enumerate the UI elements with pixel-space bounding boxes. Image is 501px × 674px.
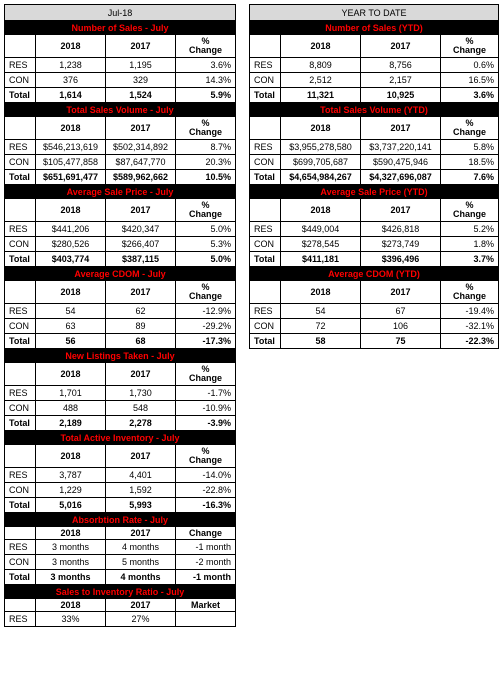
column-header: % Change — [176, 199, 236, 222]
section-title: Average Sale Price (YTD) — [250, 185, 499, 199]
table-row — [5, 58, 236, 73]
section-title: Total Sales Volume - July — [5, 103, 236, 117]
table-cell: $420,347 — [106, 222, 176, 237]
table-cell: 3 months — [36, 555, 106, 570]
section-header — [250, 267, 499, 281]
row-label: Total — [250, 88, 281, 103]
column-header — [5, 527, 36, 540]
table-cell: 5,993 — [106, 498, 176, 513]
column-header-row — [250, 35, 499, 58]
row-label: RES — [5, 222, 36, 237]
table-cell: $426,818 — [361, 222, 441, 237]
section-header — [250, 185, 499, 199]
table-cell — [176, 612, 236, 627]
table-cell: 0.6% — [441, 58, 499, 73]
table-cell: $105,477,858 — [36, 155, 106, 170]
table-cell: $273,749 — [361, 237, 441, 252]
row-label: CON — [250, 73, 281, 88]
column-header: % Change — [176, 117, 236, 140]
table-cell: 2,189 — [36, 416, 106, 431]
section-title: Average Sale Price - July — [5, 185, 236, 199]
section-title: Absorbtion Rate - July — [5, 513, 236, 527]
table-cell: 68 — [106, 334, 176, 349]
table-cell: -3.9% — [176, 416, 236, 431]
left-title-row — [5, 5, 236, 21]
row-label: RES — [250, 304, 281, 319]
section-header — [5, 267, 236, 281]
table-row — [5, 468, 236, 483]
table-cell: $4,654,984,267 — [281, 170, 361, 185]
table-cell: $4,327,696,087 — [361, 170, 441, 185]
row-label: CON — [250, 155, 281, 170]
column-header: 2017 — [106, 363, 176, 386]
table-cell: -32.1% — [441, 319, 499, 334]
table-cell: 16.5% — [441, 73, 499, 88]
table-cell: $387,115 — [106, 252, 176, 267]
column-header — [250, 199, 281, 222]
table-cell: 18.5% — [441, 155, 499, 170]
column-header: 2018 — [36, 35, 106, 58]
table-row — [5, 140, 236, 155]
table-cell: 10.5% — [176, 170, 236, 185]
table-cell: $699,705,687 — [281, 155, 361, 170]
table-cell: -14.0% — [176, 468, 236, 483]
column-header: 2018 — [36, 363, 106, 386]
table-cell: 3 months — [36, 540, 106, 555]
table-cell: 8,809 — [281, 58, 361, 73]
table-cell: -22.8% — [176, 483, 236, 498]
total-row — [5, 416, 236, 431]
section-title: Average CDOM - July — [5, 267, 236, 281]
column-header: % Change — [176, 35, 236, 58]
row-label: RES — [5, 386, 36, 401]
section-header — [5, 513, 236, 527]
table-cell: 1,614 — [36, 88, 106, 103]
row-label: RES — [5, 468, 36, 483]
table-cell: 56 — [36, 334, 106, 349]
column-header — [5, 599, 36, 612]
row-label: Total — [5, 252, 36, 267]
row-label: CON — [5, 483, 36, 498]
column-header-row — [5, 527, 236, 540]
total-row — [5, 570, 236, 585]
section-header — [5, 349, 236, 363]
section-header — [250, 103, 499, 117]
column-header-row — [5, 35, 236, 58]
table-cell: $411,181 — [281, 252, 361, 267]
table-row — [5, 237, 236, 252]
table-cell: -29.2% — [176, 319, 236, 334]
section-header — [5, 21, 236, 35]
section-header — [250, 21, 499, 35]
total-row — [250, 252, 499, 267]
table-cell: $651,691,477 — [36, 170, 106, 185]
table-cell: 2,157 — [361, 73, 441, 88]
row-label: RES — [5, 304, 36, 319]
table-cell: -1 month — [176, 540, 236, 555]
column-header-row — [5, 199, 236, 222]
table-cell: -22.3% — [441, 334, 499, 349]
table-cell: 58 — [281, 334, 361, 349]
row-label: Total — [250, 334, 281, 349]
table-row — [250, 319, 499, 334]
table-row — [250, 222, 499, 237]
table-row — [5, 401, 236, 416]
total-row — [5, 334, 236, 349]
table-cell: -16.3% — [176, 498, 236, 513]
table-cell: -17.3% — [176, 334, 236, 349]
column-header: 2017 — [361, 117, 441, 140]
row-label: Total — [5, 416, 36, 431]
table-cell: 5.0% — [176, 222, 236, 237]
table-cell: 4 months — [106, 570, 176, 585]
column-header — [250, 35, 281, 58]
table-cell: -1.7% — [176, 386, 236, 401]
table-cell: 5.0% — [176, 252, 236, 267]
table-cell: 33% — [36, 612, 106, 627]
table-cell: 63 — [36, 319, 106, 334]
total-row — [250, 88, 499, 103]
column-header: 2017 — [106, 199, 176, 222]
table-cell: 89 — [106, 319, 176, 334]
table-row — [250, 73, 499, 88]
left-title: Jul-18 — [5, 5, 236, 21]
total-row — [250, 170, 499, 185]
column-header: 2017 — [106, 527, 176, 540]
row-label: RES — [5, 612, 36, 627]
total-row — [250, 334, 499, 349]
table-cell: 3.6% — [441, 88, 499, 103]
column-header — [250, 281, 281, 304]
column-header-row — [5, 363, 236, 386]
column-header — [5, 117, 36, 140]
column-header: 2018 — [281, 117, 361, 140]
column-header: 2018 — [36, 527, 106, 540]
column-header: 2018 — [281, 281, 361, 304]
section-title: Total Active Inventory - July — [5, 431, 236, 445]
table-cell: $449,004 — [281, 222, 361, 237]
table-cell: 4 months — [106, 540, 176, 555]
row-label: CON — [250, 237, 281, 252]
column-header: 2017 — [106, 281, 176, 304]
column-header-row — [5, 281, 236, 304]
table-cell: 5,016 — [36, 498, 106, 513]
table-cell: 5.8% — [441, 140, 499, 155]
column-header: 2017 — [106, 117, 176, 140]
table-row — [5, 540, 236, 555]
column-header: 2018 — [36, 281, 106, 304]
table-cell: -2 month — [176, 555, 236, 570]
column-header — [5, 199, 36, 222]
table-cell: 2,278 — [106, 416, 176, 431]
table-cell: 376 — [36, 73, 106, 88]
table-row — [5, 555, 236, 570]
table-cell: 5.9% — [176, 88, 236, 103]
column-header: 2017 — [361, 199, 441, 222]
column-header — [5, 363, 36, 386]
table-cell: $546,213,619 — [36, 140, 106, 155]
table-cell: 3.6% — [176, 58, 236, 73]
ytd-table — [249, 4, 499, 349]
column-header-row — [250, 281, 499, 304]
table-cell: $3,955,278,580 — [281, 140, 361, 155]
table-cell: 27% — [106, 612, 176, 627]
table-row — [5, 155, 236, 170]
table-row — [250, 58, 499, 73]
table-cell: 3.7% — [441, 252, 499, 267]
table-cell: 3,787 — [36, 468, 106, 483]
table-cell: 1,524 — [106, 88, 176, 103]
row-label: RES — [250, 58, 281, 73]
row-label: RES — [5, 58, 36, 73]
row-label: RES — [5, 140, 36, 155]
table-cell: 7.6% — [441, 170, 499, 185]
column-header — [5, 281, 36, 304]
row-label: Total — [250, 252, 281, 267]
table-cell: 54 — [36, 304, 106, 319]
table-cell: 54 — [281, 304, 361, 319]
table-row — [5, 386, 236, 401]
table-cell: $590,475,946 — [361, 155, 441, 170]
table-cell: 5.3% — [176, 237, 236, 252]
column-header: 2017 — [361, 281, 441, 304]
column-header: 2018 — [36, 599, 106, 612]
table-cell: $441,206 — [36, 222, 106, 237]
table-cell: 75 — [361, 334, 441, 349]
row-label: CON — [5, 319, 36, 334]
table-row — [5, 304, 236, 319]
column-header: 2018 — [36, 445, 106, 468]
section-title: Total Sales Volume (YTD) — [250, 103, 499, 117]
table-cell: $87,647,770 — [106, 155, 176, 170]
table-cell: -12.9% — [176, 304, 236, 319]
row-label: Total — [5, 334, 36, 349]
row-label: Total — [5, 570, 36, 585]
table-cell: 62 — [106, 304, 176, 319]
total-row — [5, 498, 236, 513]
right-title: YEAR TO DATE — [250, 5, 499, 21]
section-title: Average CDOM (YTD) — [250, 267, 499, 281]
total-row — [5, 252, 236, 267]
table-cell: 1,592 — [106, 483, 176, 498]
section-title: Sales to Inventory Ratio - July — [5, 585, 236, 599]
table-row — [5, 222, 236, 237]
column-header: 2018 — [281, 199, 361, 222]
table-cell: -19.4% — [441, 304, 499, 319]
column-header: % Change — [441, 199, 499, 222]
section-header — [5, 185, 236, 199]
column-header-row — [250, 199, 499, 222]
table-cell: $589,962,662 — [106, 170, 176, 185]
row-label: CON — [5, 401, 36, 416]
column-header: 2017 — [106, 445, 176, 468]
table-row — [250, 237, 499, 252]
total-row — [5, 170, 236, 185]
row-label: CON — [5, 555, 36, 570]
column-header: % Change — [441, 281, 499, 304]
column-header — [5, 35, 36, 58]
column-header: 2017 — [106, 599, 176, 612]
table-cell: 5 months — [106, 555, 176, 570]
section-header — [5, 585, 236, 599]
column-header: 2018 — [281, 35, 361, 58]
table-cell: 1,229 — [36, 483, 106, 498]
section-header — [5, 103, 236, 117]
table-cell: $396,496 — [361, 252, 441, 267]
column-header: 2018 — [36, 199, 106, 222]
column-header — [5, 445, 36, 468]
table-cell: 106 — [361, 319, 441, 334]
table-row — [5, 483, 236, 498]
section-title: Number of Sales (YTD) — [250, 21, 499, 35]
row-label: CON — [5, 73, 36, 88]
table-row — [5, 73, 236, 88]
table-cell: 11,321 — [281, 88, 361, 103]
monthly-table — [4, 4, 236, 627]
row-label: Total — [5, 88, 36, 103]
column-header: 2018 — [36, 117, 106, 140]
table-cell: 8,756 — [361, 58, 441, 73]
table-cell: 8.7% — [176, 140, 236, 155]
table-cell: $403,774 — [36, 252, 106, 267]
row-label: Total — [5, 498, 36, 513]
section-header — [5, 431, 236, 445]
column-header: % Change — [176, 445, 236, 468]
table-cell: 1,238 — [36, 58, 106, 73]
table-cell: 3 months — [36, 570, 106, 585]
column-header: % Change — [441, 117, 499, 140]
right-title-row — [250, 5, 499, 21]
column-header: Market — [176, 599, 236, 612]
table-cell: -1 month — [176, 570, 236, 585]
column-header: % Change — [176, 363, 236, 386]
table-row — [250, 155, 499, 170]
column-header-row — [250, 117, 499, 140]
table-cell: 5.2% — [441, 222, 499, 237]
table-cell: 1.8% — [441, 237, 499, 252]
table-cell: 1,730 — [106, 386, 176, 401]
table-cell: 67 — [361, 304, 441, 319]
column-header: Change — [176, 527, 236, 540]
row-label: RES — [5, 540, 36, 555]
table-row — [250, 304, 499, 319]
column-header: % Change — [441, 35, 499, 58]
table-row — [5, 612, 236, 627]
row-label: CON — [5, 155, 36, 170]
table-row — [5, 319, 236, 334]
table-cell: $502,314,892 — [106, 140, 176, 155]
table-cell: 20.3% — [176, 155, 236, 170]
column-header — [250, 117, 281, 140]
section-title: New Listings Taken - July — [5, 349, 236, 363]
table-cell: 488 — [36, 401, 106, 416]
table-cell: -10.9% — [176, 401, 236, 416]
row-label: Total — [5, 170, 36, 185]
column-header: 2017 — [106, 35, 176, 58]
section-title: Number of Sales - July — [5, 21, 236, 35]
table-cell: 2,512 — [281, 73, 361, 88]
row-label: RES — [250, 140, 281, 155]
table-cell: 14.3% — [176, 73, 236, 88]
column-header-row — [5, 117, 236, 140]
table-row — [250, 140, 499, 155]
column-header-row — [5, 445, 236, 468]
row-label: Total — [250, 170, 281, 185]
table-cell: $280,526 — [36, 237, 106, 252]
table-cell: $3,737,220,141 — [361, 140, 441, 155]
table-cell: $278,545 — [281, 237, 361, 252]
table-cell: 72 — [281, 319, 361, 334]
table-cell: 1,701 — [36, 386, 106, 401]
column-header: % Change — [176, 281, 236, 304]
row-label: CON — [5, 237, 36, 252]
table-cell: 548 — [106, 401, 176, 416]
table-cell: 4,401 — [106, 468, 176, 483]
total-row — [5, 88, 236, 103]
row-label: CON — [250, 319, 281, 334]
table-cell: $266,407 — [106, 237, 176, 252]
row-label: RES — [250, 222, 281, 237]
table-cell: 1,195 — [106, 58, 176, 73]
table-cell: 10,925 — [361, 88, 441, 103]
column-header: 2017 — [361, 35, 441, 58]
column-header-row — [5, 599, 236, 612]
table-cell: 329 — [106, 73, 176, 88]
